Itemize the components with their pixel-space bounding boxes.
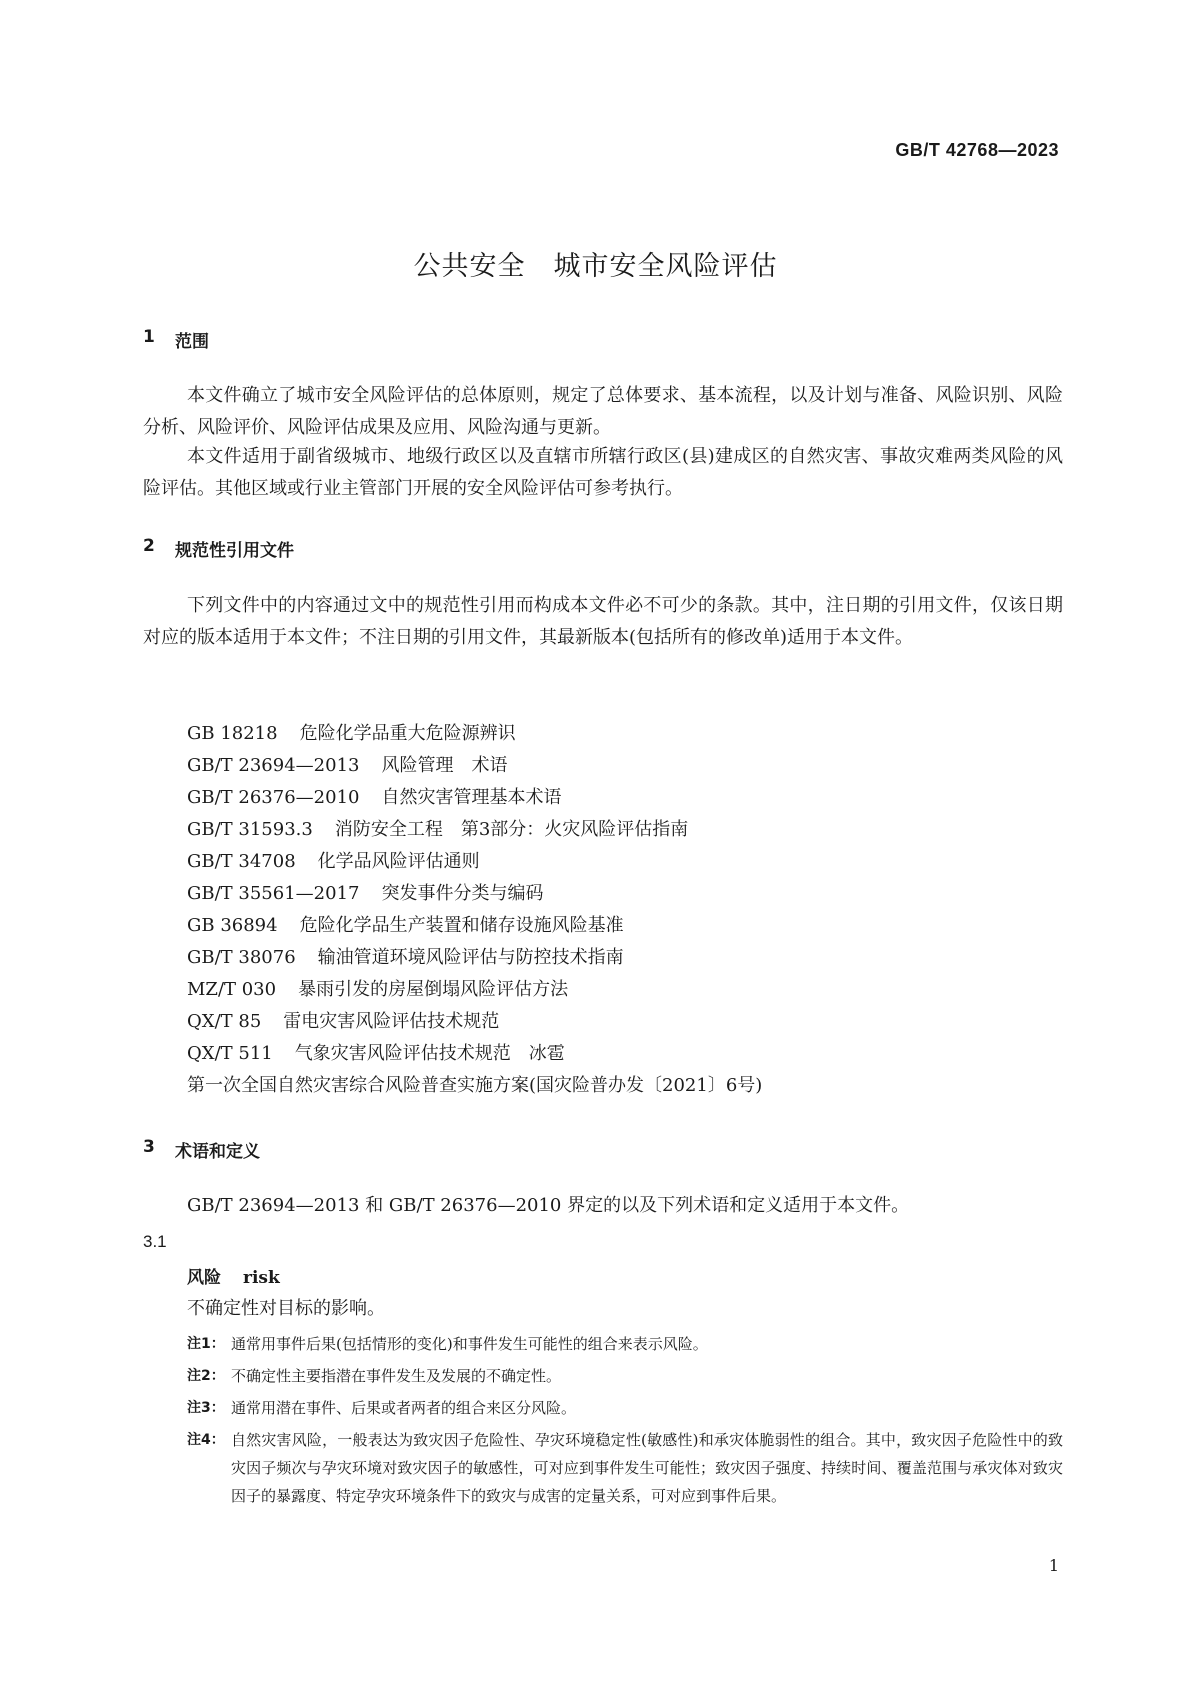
reference-item: [187, 1006, 762, 1038]
reference-item: [187, 942, 762, 974]
note-label: 注3：: [187, 1400, 225, 1416]
scope-paragraph: 本文件确立了城市安全风险评估的总体原则，规定了总体要求、基本流程，以及计划与准备、风险识别、风险分析、风险评价、风险评估成果及应用、风险沟通与更新。: [143, 385, 1063, 438]
page-number: 1: [1048, 1556, 1059, 1575]
reference-item: [187, 910, 762, 942]
reference-code: GB/T 34708: [187, 851, 296, 872]
section-1-heading: [143, 327, 209, 352]
term-number: 3.1: [143, 1232, 167, 1251]
standard-code: GB/T 42768—2023: [895, 140, 1059, 160]
reference-code: QX/T 85: [187, 1011, 262, 1032]
reference-title: 自然灾害管理基本术语: [381, 787, 562, 808]
note-label: 注2：: [187, 1368, 225, 1384]
references-intro: 下列文件中的内容通过文中的规范性引用而构成本文件必不可少的条款。其中，注日期的引用文件，仅该日期对应的版本适用于本文件；不注日期的引用文件，其最新版本(包括所有的修改单)适用于本文件。: [143, 595, 1063, 648]
term-notes: [187, 1330, 1063, 1514]
reference-title: 气象灾害风险评估技术规范 冰雹: [294, 1043, 565, 1064]
reference-title: 化学品风险评估通则: [317, 851, 480, 872]
reference-title: 第一次全国自然灾害综合风险普查实施方案(国灾险普办发〔2021〕6号): [187, 1075, 763, 1096]
reference-title: 风险管理 术语: [381, 755, 508, 776]
reference-item: [187, 878, 762, 910]
reference-code: GB 18218: [187, 723, 278, 744]
note-text: 通常用事件后果(包括情形的变化)和事件发生可能性的组合来表示风险。: [231, 1335, 708, 1353]
note-label: 注4：: [187, 1432, 225, 1448]
reference-code: MZ/T 030: [187, 979, 277, 1000]
reference-title: 雷电灾害风险评估技术规范: [283, 1011, 500, 1032]
scope-paragraph: 本文件适用于副省级城市、地级行政区以及直辖市所辖行政区(县)建成区的自然灾害、事故灾难两类风险的风险评估。其他区域或行业主管部门开展的安全风险评估可参考执行。: [143, 446, 1063, 499]
note-text: 通常用潜在事件、后果或者两者的组合来区分风险。: [231, 1399, 577, 1417]
reference-code: GB/T 35561—2017: [187, 883, 360, 904]
term-name-zh: 风险: [187, 1268, 221, 1288]
reference-code: GB/T 23694—2013: [187, 755, 360, 776]
reference-code: GB/T 31593.3: [187, 819, 313, 840]
reference-item: [187, 750, 762, 782]
section-number: 1: [143, 327, 155, 347]
reference-item: [187, 718, 762, 750]
reference-code: GB/T 38076: [187, 947, 296, 968]
reference-code: QX/T 511: [187, 1043, 273, 1064]
term-definition: 不确定性对目标的影响。: [187, 1298, 385, 1319]
section-title: 规范性引用文件: [175, 541, 294, 561]
reference-title: 危险化学品重大危险源辨识: [299, 723, 516, 744]
reference-list: [187, 718, 762, 1102]
reference-title: 暴雨引发的房屋倒塌风险评估方法: [298, 979, 569, 1000]
note-item: [187, 1330, 1063, 1358]
reference-item: [187, 814, 762, 846]
reference-title: 突发事件分类与编码: [381, 883, 544, 904]
reference-item: [187, 974, 762, 1006]
section-title: 范围: [175, 332, 209, 352]
reference-title: 危险化学品生产装置和储存设施风险基准: [299, 915, 624, 936]
reference-title: 输油管道环境风险评估与防控技术指南: [317, 947, 624, 968]
reference-code: GB/T 26376—2010: [187, 787, 360, 808]
note-item: [187, 1362, 1063, 1390]
reference-item: [187, 1070, 762, 1102]
reference-item: [187, 782, 762, 814]
note-item: [187, 1394, 1063, 1422]
section-title: 术语和定义: [175, 1142, 260, 1162]
section-number: 3: [143, 1137, 155, 1157]
term-name-en: risk: [243, 1268, 280, 1288]
section-number: 2: [143, 536, 155, 556]
reference-item: [187, 1038, 762, 1070]
document-title: 公共安全 城市安全风险评估: [413, 251, 778, 282]
section-2-heading: [143, 536, 294, 561]
reference-item: [187, 846, 762, 878]
note-item: [187, 1426, 1063, 1510]
reference-code: GB 36894: [187, 915, 278, 936]
note-text: 自然灾害风险，一般表达为致灾因子危险性、孕灾环境稳定性(敏感性)和承灾体脆弱性的组合。其中，致灾因子危险性中的致灾因子频次与孕灾环境对致灾因子的敏感性，可对应到事件发生可能性；致灾因子强度、持续时间、覆盖范围与承灾体对致灾因子的暴露度、特定孕灾环境条件下的致灾与成害的定量关系，可对应到事件后果。: [231, 1431, 1063, 1505]
terms-intro: GB/T 23694—2013 和 GB/T 26376—2010 界定的以及下列术语和定义适用于本文件。: [187, 1195, 910, 1216]
section-3-heading: [143, 1137, 260, 1162]
term-name: [187, 1263, 280, 1288]
note-text: 不确定性主要指潜在事件发生及发展的不确定性。: [231, 1367, 562, 1385]
note-label: 注1：: [187, 1336, 225, 1352]
reference-title: 消防安全工程 第3部分：火灾风险评估指南: [334, 819, 689, 840]
